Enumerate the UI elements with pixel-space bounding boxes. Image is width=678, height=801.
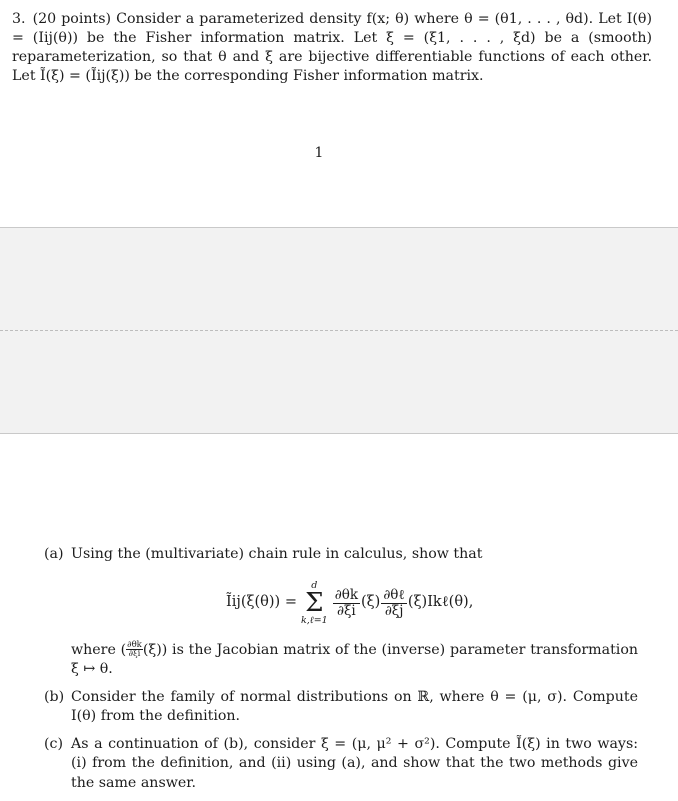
page-number: 1 xyxy=(314,145,324,161)
where-frac-numerator: ∂θk xyxy=(127,639,142,650)
summation xyxy=(301,581,328,626)
part-c-text: As a continuation of (b), consider ξ = (μ, μ² + σ²). Compute Ĩ(ξ) in two ways: (i) from the definition, and (ii) using (a), and show that the two methods give the same answer. xyxy=(71,735,638,791)
part-a-label: (a) xyxy=(44,546,64,562)
part-a-text: Using the (multivariate) chain rule in calculus, show that xyxy=(71,546,483,562)
partial-fraction-1 xyxy=(333,588,360,619)
partial-fraction-2 xyxy=(381,588,407,619)
sum-symbol: Σ xyxy=(305,588,324,618)
where-text: (ξ)) is the Jacobian matrix of the (inverse) parameter transformation ξ ↦ θ. xyxy=(71,641,638,677)
jacobian-note xyxy=(71,641,638,680)
where-prefix: where ( xyxy=(71,641,127,658)
part-b-label: (b) xyxy=(44,688,65,705)
part-c xyxy=(44,735,638,794)
frac2-numerator: ∂θℓ xyxy=(383,586,405,603)
problem-number: 3. xyxy=(12,11,26,27)
problem-parts xyxy=(44,545,638,801)
part-c-label: (c) xyxy=(44,735,64,752)
sum-lower-limit: k,ℓ=1 xyxy=(300,615,328,626)
problem-intro-text: (20 points) Consider a parameterized density f(x; θ) where θ = (θ1, . . . , θd). Let I(θ) = (Iij(θ)) be the Fisher information matrix. Let ξ = (ξ1, . . . , ξd) be a (smooth) reparameterization, so that θ and ξ are bijective differentiable functions of each other. Let Ĩ(ξ) = (Ĩij(ξ)) be the corresponding Fisher information matrix. xyxy=(12,11,652,84)
where-fraction xyxy=(126,641,143,659)
part-a xyxy=(44,545,638,680)
page-cut-line xyxy=(0,330,678,331)
chain-rule-equation xyxy=(71,575,638,635)
frac1-argument: (ξ) xyxy=(361,594,381,611)
frac1-denominator: ∂ξi xyxy=(337,602,356,619)
equation-lhs: Ĩij(ξ(θ)) = xyxy=(226,594,297,611)
problem-statement xyxy=(12,10,652,86)
equation-rhs-tail: (ξ)Ikℓ(θ), xyxy=(407,594,474,611)
frac1-numerator: ∂θk xyxy=(334,586,359,603)
sum-upper-limit: d xyxy=(311,579,318,591)
where-frac-denominator: ∂ξi xyxy=(128,649,141,659)
frac2-denominator: ∂ξj xyxy=(384,602,404,619)
part-b xyxy=(44,688,638,727)
part-b-text: Consider the family of normal distributions on ℝ, where θ = (μ, σ). Compute I(θ) from the definition. xyxy=(71,688,638,724)
page-break-gap xyxy=(0,227,678,434)
